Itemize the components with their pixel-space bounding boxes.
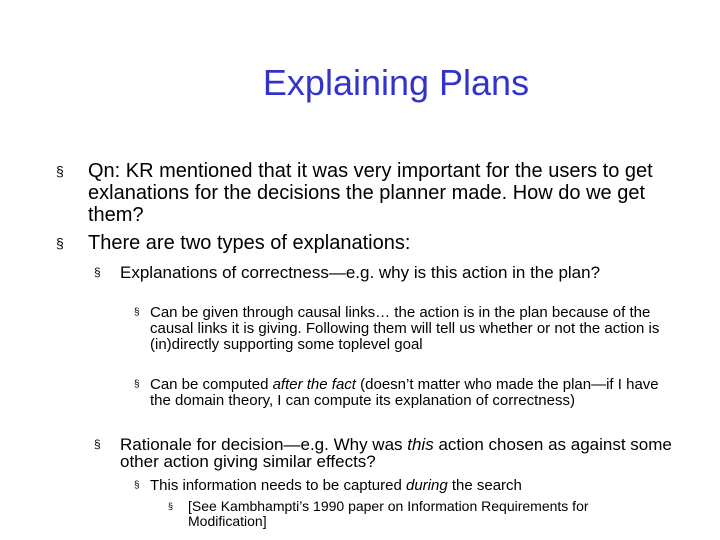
text-part: Can be computed <box>150 376 273 393</box>
bullet-kambhampati-paper <box>168 499 668 529</box>
bullet-marker: § <box>134 480 140 491</box>
bullet-text <box>150 478 674 494</box>
emphasis-text: after the fact <box>272 376 356 393</box>
bullet-rationale <box>94 436 684 470</box>
emphasis-text: this <box>407 435 434 454</box>
bullet-correctness <box>94 264 684 281</box>
bullet-text: There are two types of explanations: <box>88 232 411 254</box>
text-part: the search <box>447 477 522 494</box>
text-part: action chosen as against some other action giving similar effects? <box>120 435 672 471</box>
bullet-two-types <box>56 232 676 254</box>
text-part: Rationale for decision—e.g. Why was <box>120 435 408 454</box>
bullet-text: Can be given through causal links… the action is in the plan because of the causal links it is giving. Following them will tell us whether or not the action is (in)directly supporting some toplevel goal <box>150 304 660 353</box>
bullet-text: Qn: KR mentioned that it was very important for the users to get exlanations for the decisions the planner made. How do we get them? <box>88 160 653 226</box>
bullet-captured-during-search <box>134 478 674 494</box>
bullet-marker: § <box>168 501 174 511</box>
text-part: This information needs to be captured <box>150 477 406 494</box>
bullet-text: Explanations of correctness—e.g. why is this action in the plan? <box>120 263 601 282</box>
bullet-text <box>120 436 684 470</box>
bullet-marker: § <box>56 163 64 179</box>
text-part: (doesn’t matter who made the plan—if I have the domain theory, I can compute its explanation of correctness) <box>150 376 659 409</box>
bullet-causal-links <box>134 305 674 353</box>
slide-title: Explaining Plans <box>262 62 530 103</box>
bullet-text: [See Kambhampti’s 1990 paper on Information Requirements for Modification] <box>188 498 589 529</box>
bullet-marker: § <box>56 235 64 251</box>
emphasis-text: during <box>405 477 448 494</box>
bullet-after-the-fact <box>134 377 674 409</box>
bullet-marker: § <box>134 307 140 318</box>
bullet-text <box>150 377 674 409</box>
bullet-marker: § <box>94 265 101 279</box>
bullet-marker: § <box>94 437 101 451</box>
bullet-question <box>56 160 676 226</box>
bullet-marker: § <box>134 379 140 390</box>
